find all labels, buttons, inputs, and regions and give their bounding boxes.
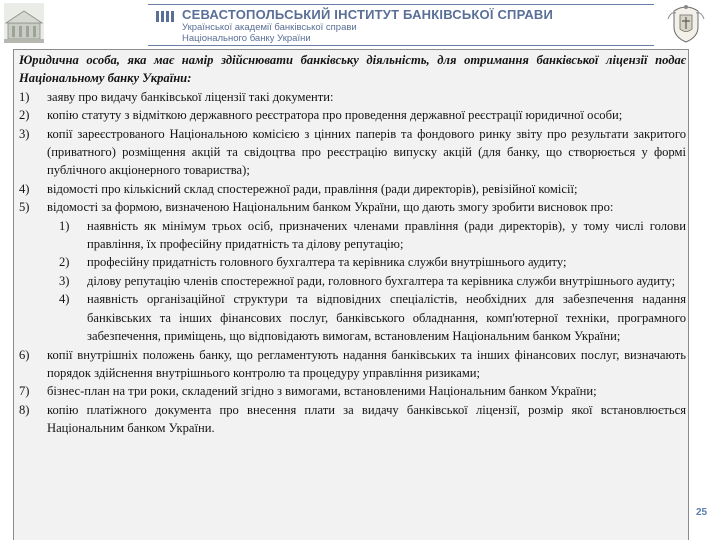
sub-list-item-text: професійну придатність головного бухгалтера та керівника служби внутрішнього аудиту; bbox=[87, 255, 567, 270]
list-item bbox=[19, 346, 686, 383]
list-item bbox=[19, 198, 686, 345]
list-item-number: 6) bbox=[19, 347, 30, 362]
list-item bbox=[19, 88, 686, 106]
list-item-text: копію платіжного документа про внесення плати за видачу банківської ліцензії, розмір якої встановлюється Національним банком України. bbox=[47, 402, 686, 436]
list-item-number: 2) bbox=[19, 108, 30, 123]
list-item-number: 1) bbox=[19, 89, 30, 104]
list-item bbox=[19, 401, 686, 438]
sub-list-item bbox=[47, 272, 686, 290]
list-item-number: 3) bbox=[19, 126, 30, 141]
header-rule-top bbox=[148, 4, 654, 5]
institute-title: СЕВАСТОПОЛЬСЬКИЙ ІНСТИТУТ БАНКІВСЬКОЇ СПРАВИ bbox=[182, 7, 554, 22]
list-item bbox=[19, 382, 686, 400]
list-item bbox=[19, 106, 686, 124]
sub-list-item-number: 2) bbox=[59, 255, 70, 270]
list-item-text: відомості за формою, визначеною Національним банком України, що дають змогу зробити висновок про: bbox=[47, 200, 614, 215]
sub-list-item bbox=[47, 217, 686, 254]
slide-header bbox=[0, 0, 720, 46]
list-item-text: копії зареєстрованого Національною комісією з цінних паперів та фондового ринку звіту про результати закритого (приватного) розміщення акцій та свідоцтва про реєстрацію випуску акцій (для банку, що створюється у формі публічного акціонерного товариства); bbox=[47, 126, 686, 178]
institute-subtitle-line-1: Української академії банківської справи bbox=[182, 22, 357, 33]
header-rule-bottom bbox=[148, 45, 654, 46]
list-item-text: копії внутрішніх положень банку, що регламентують надання банківських та інших фінансових послуг, визначають порядок здійснення внутрішнього контролю та процедуру управління ризиками; bbox=[47, 347, 686, 380]
list-item bbox=[19, 125, 686, 180]
coat-of-arms-icon bbox=[664, 1, 708, 45]
sub-list-item-number: 3) bbox=[59, 273, 70, 288]
list-item-number: 7) bbox=[19, 384, 30, 399]
list-item-number: 8) bbox=[19, 402, 30, 417]
sub-list-item-text: наявність як мінімум трьох осіб, призначених членами правління (ради директорів), у тому числі голови правління, їх професійну придатність та ділову репутацію; bbox=[87, 218, 686, 252]
sub-list-item-number: 1) bbox=[59, 218, 70, 233]
sub-list-item bbox=[47, 290, 686, 345]
institute-subtitle-line-2: Національного банку України bbox=[182, 33, 311, 44]
institute-logo-icon bbox=[156, 9, 174, 20]
sub-list bbox=[47, 217, 686, 346]
list-item-text: заяву про видачу банківської ліцензії такі документи: bbox=[47, 89, 334, 104]
building-emblem-icon bbox=[4, 3, 44, 43]
document-text bbox=[19, 51, 686, 438]
list-item bbox=[19, 180, 686, 198]
list-item-text: відомості про кількісний склад спостережної ради, правління (ради директорів), ревізійної комісії; bbox=[47, 181, 578, 196]
list-item-text: бізнес-план на три роки, складений згідно з вимогами, встановленими Національним банком України; bbox=[47, 384, 597, 399]
sub-list-item bbox=[47, 253, 686, 271]
sub-list-item-text: наявність організаційної структури та відповідних спеціалістів, необхідних для забезпечення надання банківських та інших фінансових послуг, банківського обладнання, комп'ютерної техніки, програмного забезпечення, приміщень, що відповідають вимогам, встановленим Національним банком України; bbox=[87, 292, 686, 344]
list-item-number: 5) bbox=[19, 200, 30, 215]
requirements-list bbox=[19, 88, 686, 438]
page-number: 25 bbox=[696, 507, 708, 518]
list-item-number: 4) bbox=[19, 181, 30, 196]
sub-list-item-text: ділову репутацію членів спостережної ради, головного бухгалтера та керівника служби внутрішнього аудиту; bbox=[87, 273, 676, 288]
list-item-text: копію статуту з відміткою державного реєстратора про проведення державної реєстрації юридичної особи; bbox=[47, 108, 623, 123]
intro-paragraph: Юридична особа, яка має намір здійснювати банківську діяльність, для отримання банківської ліцензії подає Національному банку України: bbox=[19, 53, 686, 86]
sub-list-item-number: 4) bbox=[59, 292, 70, 307]
